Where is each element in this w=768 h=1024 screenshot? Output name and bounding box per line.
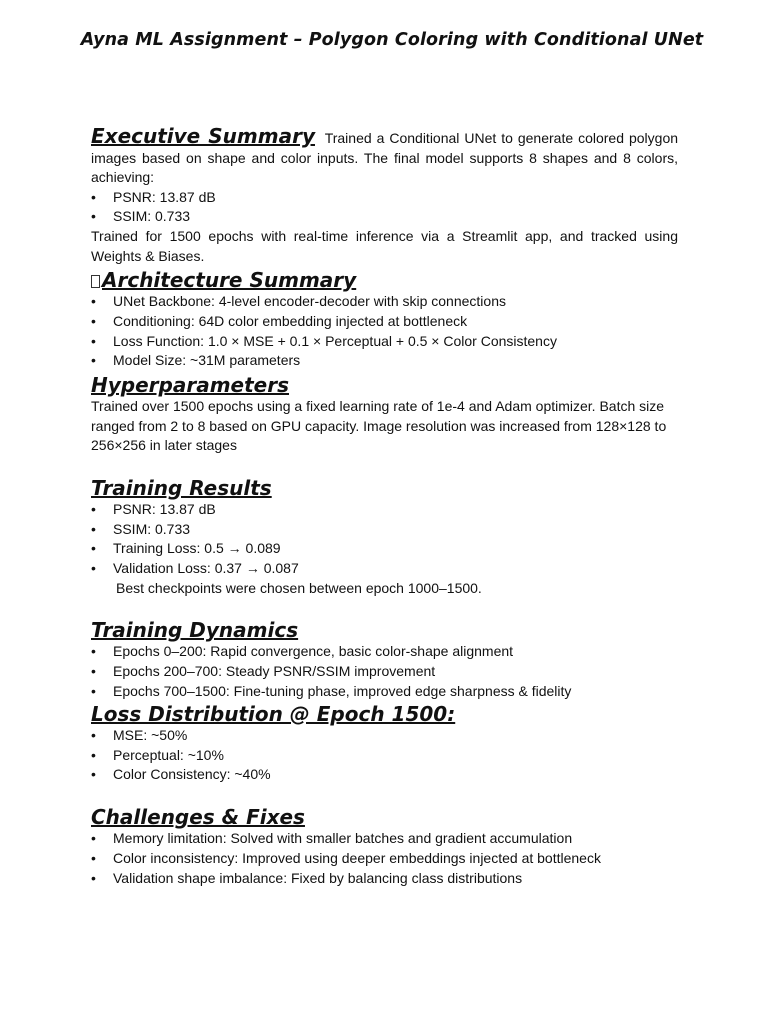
executive-summary-intro <box>91 124 678 188</box>
challenges-list <box>91 829 678 888</box>
training-results-list <box>91 500 678 579</box>
list-item: • Validation Loss: 0.37 → 0.087 <box>91 559 678 579</box>
list-item: • Epochs 0–200: Rapid convergence, basic color-shape alignment <box>91 642 678 662</box>
list-item: • Conditioning: 64D color embedding injected at bottleneck <box>91 312 678 332</box>
list-item: • Color Consistency: ~40% <box>91 765 678 785</box>
list-item: • Validation shape imbalance: Fixed by balancing class distributions <box>91 869 678 889</box>
executive-metrics-list <box>91 188 678 228</box>
missing-glyph-icon <box>91 275 100 288</box>
executive-summary-text: Trained a Conditional UNet to generate colored polygon images based on shape and color inputs. The final model supports 8 shapes and 8 colors, achieving: <box>91 130 679 185</box>
list-item: • PSNR: 13.87 dB <box>91 188 678 208</box>
list-item: • MSE: ~50% <box>91 726 678 746</box>
executive-summary-closing: Trained for 1500 epochs with real-time inference via a Streamlit app, and tracked using Weights & Biases. <box>91 228 678 264</box>
list-item: • Epochs 700–1500: Fine-tuning phase, improved edge sharpness & fidelity <box>91 682 678 702</box>
architecture-heading: Architecture Summary <box>102 268 357 293</box>
loss-distribution-list <box>91 726 678 785</box>
loss-distribution-heading: Loss Distribution @ Epoch 1500: <box>91 701 456 726</box>
list-item: • Loss Function: 1.0 × MSE + 0.1 × Perceptual + 0.5 × Color Consistency <box>91 332 678 352</box>
list-item: • PSNR: 13.87 dB <box>91 500 678 520</box>
list-item: • Color inconsistency: Improved using deeper embeddings injected at bottleneck <box>91 849 678 869</box>
training-results-heading: Training Results <box>91 475 272 500</box>
architecture-list <box>91 292 678 371</box>
list-item: • UNet Backbone: 4-level encoder-decoder with skip connections <box>91 292 678 312</box>
document-title: Ayna ML Assignment – Polygon Coloring with Conditional UNet <box>80 30 704 50</box>
training-results-note: Best checkpoints were chosen between epoch 1000–1500. <box>116 579 482 596</box>
training-dynamics-list <box>91 642 678 701</box>
list-item: • Training Loss: 0.5 → 0.089 <box>91 539 678 559</box>
list-item: • Model Size: ~31M parameters <box>91 351 678 371</box>
architecture-heading-row <box>91 268 678 292</box>
list-item: • Perceptual: ~10% <box>91 746 678 766</box>
hyperparameters-heading: Hyperparameters <box>91 373 289 398</box>
challenges-heading: Challenges & Fixes <box>91 805 305 830</box>
training-dynamics-heading: Training Dynamics <box>91 618 299 643</box>
list-item: • SSIM: 0.733 <box>91 207 678 227</box>
document-body <box>91 124 678 889</box>
list-item: • Memory limitation: Solved with smaller batches and gradient accumulation <box>91 829 678 849</box>
executive-summary-heading: Executive Summary <box>91 124 315 148</box>
list-item: • SSIM: 0.733 <box>91 520 678 540</box>
hyperparameters-text: Trained over 1500 epochs using a fixed learning rate of 1e-4 and Adam optimizer. Batch size ranged from 2 to 8 based on GPU capacity. Image resolution was increased from 128×128 to 256×256 in later stages <box>91 398 667 454</box>
list-item: • Epochs 200–700: Steady PSNR/SSIM improvement <box>91 662 678 682</box>
